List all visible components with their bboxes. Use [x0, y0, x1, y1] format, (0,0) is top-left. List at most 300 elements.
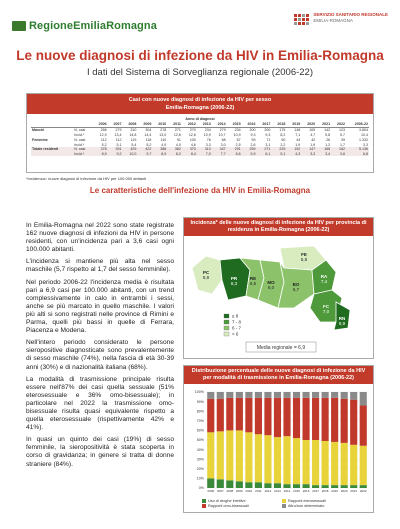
- table-cell: 234: [204, 128, 211, 133]
- x-tick-label: 2017: [312, 489, 319, 493]
- bar-segment: [283, 436, 290, 484]
- table-cell: 1.332: [359, 137, 368, 142]
- table-cell: 5,2: [146, 142, 152, 147]
- province-value-label: 8,9: [338, 321, 346, 326]
- table-kind-cell: N. casi: [73, 147, 92, 152]
- table-cell: 200: [249, 128, 256, 133]
- province-code-label: PR: [230, 276, 238, 281]
- table-cell: 10,9: [203, 132, 211, 137]
- y-tick-label: 0%: [198, 486, 204, 491]
- table-cell: 8,2: [280, 132, 286, 137]
- ssr-line2: EMILIA-ROMAGNA: [313, 18, 353, 23]
- section-title: Le caratteristiche dell'infezione da HIV in Emilia-Romagna: [89, 186, 311, 195]
- bar-segment: [226, 480, 233, 488]
- table-cell: 100: [189, 137, 196, 142]
- table-row: [31, 152, 369, 157]
- paragraph: Nell'intero periodo considerato le persone sieropositive diagnosticate sono prevalentemente di sesso maschile (74%), nella fascia di età 30-39 anni (30%) e di nazionalità italiana (68%).: [26, 339, 174, 371]
- bar-segment: [283, 398, 290, 436]
- bars-heading: Distribuzione percentuale delle nuove diagnosi di infezione da HIV per modalità di trasmissione in Emilia-Romagna (2006-22): [184, 366, 373, 384]
- table-cell: 91: [176, 137, 181, 142]
- cases-table: [31, 122, 369, 156]
- table-heading-line1: Casi con nuove diagnosi di infezione da HIV per sesso: [128, 97, 272, 103]
- table-year-cell: 2022: [331, 122, 346, 127]
- table-cell: 10,4: [361, 132, 368, 137]
- table-cell: 362: [167, 147, 182, 152]
- table-cell: 3,4: [316, 152, 331, 157]
- table-cell: 12,6: [188, 132, 196, 137]
- media-text: Media regionale = 6,9: [256, 345, 306, 351]
- table-cell: 119: [130, 137, 137, 142]
- table-cell: 14,4: [144, 132, 152, 137]
- table-year-cell: 2010: [152, 122, 167, 127]
- y-tick-label: 10%: [196, 476, 204, 481]
- x-tick-label: 2019: [331, 489, 338, 493]
- bar-segment: [217, 392, 224, 399]
- ssr-text: [313, 12, 388, 24]
- table-cell: 1,2: [325, 142, 331, 147]
- ssr-line1: SERVIZIO SANITARIO REGIONALE: [313, 12, 388, 17]
- table-cell: 4,6: [190, 142, 196, 147]
- table-cell: 7,0: [197, 152, 212, 157]
- table-cell: 39: [341, 137, 346, 142]
- x-tick-label: 2015: [293, 489, 300, 493]
- legend-swatch: [224, 320, 229, 324]
- province-value-label: 6,5: [249, 281, 257, 286]
- province-value-label: 6,0: [267, 285, 275, 290]
- x-tick-label: 2021: [350, 489, 358, 493]
- bar-segment: [293, 398, 300, 438]
- bar-segment: [341, 443, 348, 485]
- table-cell: 259: [242, 147, 257, 152]
- bar-segment: [312, 440, 319, 485]
- bar-segment: [274, 398, 281, 437]
- table-cell: 12,6: [173, 132, 181, 137]
- table-cell: 147: [301, 147, 316, 152]
- legend-label: Rapporti eterosessuali: [288, 499, 326, 503]
- province-value-label: 6,7: [292, 287, 300, 292]
- map-box: [183, 217, 374, 359]
- table-cell: 304: [145, 128, 152, 133]
- y-tick-label: 90%: [196, 399, 204, 404]
- table-cell: 8,4: [182, 152, 197, 157]
- table-cell: 347: [212, 147, 227, 152]
- bar-segment: [331, 392, 338, 398]
- table-year-cell: 2007: [108, 122, 123, 127]
- table-year-cell: 2020: [301, 122, 316, 127]
- legend-label: Rapporti omo-bisessuali: [208, 504, 249, 508]
- table-cell: 5,2: [101, 142, 107, 147]
- bar-segment: [341, 399, 348, 443]
- y-tick-label: 100%: [194, 390, 204, 395]
- bar-segment: [207, 399, 214, 433]
- legend-label: ≥ 8: [232, 313, 239, 319]
- bar-segment: [302, 440, 309, 484]
- table-year-cell: 2018: [271, 122, 286, 127]
- x-tick-label: 2006: [207, 489, 215, 493]
- table-year-cell: 2013: [197, 122, 212, 127]
- table-cell: 422: [137, 147, 152, 152]
- x-tick-label: 2008: [226, 489, 234, 493]
- legend-swatch: [202, 499, 206, 503]
- bar-segment: [245, 392, 252, 398]
- province-code-label: BO: [292, 282, 300, 287]
- x-tick-label: 2022: [359, 489, 367, 493]
- table-cell: 4,0: [175, 142, 181, 147]
- table-cell: 1,9: [310, 142, 316, 147]
- bar-segment: [207, 478, 214, 488]
- paragraph: L'incidenza si mantiene più alta nel sesso maschile (5,7 rispetto al 1,7 del sesso femminile).: [26, 258, 174, 274]
- y-tick-label: 20%: [196, 467, 204, 471]
- bar-segment: [226, 430, 233, 480]
- province-code-label: PC: [202, 270, 210, 275]
- table-cell: 5,1: [116, 142, 122, 147]
- bar-segment: [283, 392, 290, 398]
- table-cell: 271: [257, 147, 272, 152]
- header: [12, 10, 388, 40]
- bar-segment: [264, 398, 271, 435]
- y-tick-label: 50%: [196, 438, 204, 443]
- legend-label: 7 - 8: [232, 319, 242, 325]
- page-subtitle: I dati del Sistema di Sorveglianza regionale (2006-22): [86, 67, 314, 78]
- province-code-label: FC: [323, 304, 329, 309]
- legend-label: Uso di droghe iniettive: [208, 499, 246, 503]
- table-year-cell: 2019: [286, 122, 301, 127]
- legend-label: Altro/non determinato: [288, 504, 325, 508]
- transmission-chart: [184, 386, 373, 496]
- table-cell: 110: [160, 137, 167, 142]
- table-cell: 12,9: [99, 132, 107, 137]
- x-tick-label: 2011: [255, 489, 262, 493]
- table-cell: 6,6: [227, 152, 242, 157]
- bars-box: [183, 365, 374, 513]
- table-cell: 278: [160, 128, 167, 133]
- bar-segment: [350, 445, 357, 485]
- bar-segment: [245, 432, 252, 482]
- bar-segment: [350, 392, 357, 400]
- table-cell: 142: [324, 128, 331, 133]
- y-tick-label: 30%: [196, 457, 204, 462]
- years-label: Anno di diagnosi: [185, 117, 215, 121]
- table-cell: 310: [130, 128, 137, 133]
- x-tick-label: 2010: [245, 489, 253, 493]
- table-cell: 8,9: [93, 152, 108, 157]
- table-cell: 310: [197, 147, 212, 152]
- table-cell: 14,8: [129, 132, 137, 137]
- table-cell: 279: [219, 128, 226, 133]
- table-cell: 266: [100, 128, 107, 133]
- ssr-logo[interactable]: [294, 12, 388, 25]
- table-group-cell: Maschi: [32, 128, 45, 133]
- table-note: *Incidenza= nuove diagnosi di infezione da HIV per 100.000 abitanti: [26, 176, 147, 181]
- bar-segment: [293, 438, 300, 484]
- bar-segment: [217, 399, 224, 432]
- table-cell: 68: [221, 137, 226, 142]
- bar-segment: [302, 398, 309, 440]
- province-code-label: RA: [320, 274, 328, 279]
- table-cell: 7,1: [295, 132, 301, 137]
- bar-segment: [236, 398, 243, 431]
- y-tick-label: 40%: [196, 447, 204, 452]
- table-cell: 6,8: [346, 152, 369, 157]
- bar-segment: [245, 398, 252, 433]
- table-cell: 59: [251, 137, 256, 142]
- province-value-label: 5,8: [300, 257, 308, 262]
- bar-segment: [331, 442, 338, 485]
- legend-swatch: [224, 332, 229, 336]
- table-cell: 112: [115, 137, 122, 142]
- table-cell: 271: [174, 128, 181, 133]
- bar-segment: [331, 485, 338, 488]
- table-group-cell: Totale residenti: [31, 147, 73, 152]
- table-cell: 162: [331, 147, 346, 152]
- table-cell: 3.804: [359, 128, 368, 133]
- table-cell: 10,9: [233, 132, 241, 137]
- legend-item: [202, 499, 282, 503]
- table-cell: 6,1: [257, 152, 272, 157]
- table-cell: 13,4: [114, 132, 122, 137]
- table-cell: 2,6: [250, 142, 256, 147]
- table-cell: 57: [236, 137, 241, 142]
- bar-segment: [264, 392, 271, 398]
- x-tick-label: 2018: [321, 489, 329, 493]
- table-year-cell: 2006: [93, 122, 108, 127]
- legend-label: 6 - 7: [232, 325, 242, 331]
- bar-segment: [360, 485, 367, 488]
- legend-swatch: [224, 314, 229, 318]
- table-cell: 192: [286, 147, 301, 152]
- table-kind-cell: Incid.*: [74, 142, 85, 147]
- table-cell: 5,9: [242, 152, 257, 157]
- legend-swatch: [202, 504, 206, 508]
- body-text: [26, 222, 174, 473]
- bar-segment: [226, 398, 233, 431]
- cases-table-box: [26, 93, 374, 173]
- bar-segment: [312, 485, 319, 488]
- table-cell: 3,6: [331, 152, 346, 157]
- table-cell: 8,2: [167, 152, 182, 157]
- province-value-label: 7,4: [320, 279, 328, 284]
- bar-segment: [341, 485, 348, 488]
- table-cell: 168: [316, 147, 331, 152]
- bar-segment: [293, 484, 300, 488]
- x-tick-label: 2009: [236, 489, 243, 493]
- bar-segment: [264, 435, 271, 483]
- table-cell: 8,9: [152, 152, 167, 157]
- table-year-cell: 2006-22: [346, 122, 369, 127]
- regione-logo-icon: [12, 21, 26, 31]
- table-cell: 5,7: [340, 132, 346, 137]
- ssr-grid-icon: [294, 14, 309, 25]
- table-cell: 200: [264, 128, 271, 133]
- bar-segment: [322, 485, 329, 488]
- legend-item: [202, 504, 282, 508]
- legend-swatch: [282, 499, 286, 503]
- table-cell: 7,7: [212, 152, 227, 157]
- province-value-label: 5,9: [202, 275, 210, 280]
- paragraph: In quasi un quinto dei casi (19%) di sesso femminile, la sieropositività è stata scoperta in corso di gravidanza; in genere si tratta di donne straniere (84%).: [26, 436, 174, 468]
- bar-segment: [322, 398, 329, 441]
- table-cell: 9,3: [265, 132, 271, 137]
- x-tick-label: 2020: [340, 489, 348, 493]
- bar-segment: [236, 430, 243, 481]
- table-cell: 378: [93, 147, 108, 152]
- table-cell: 370: [182, 147, 197, 152]
- table-cell: 279: [115, 128, 122, 133]
- x-tick-label: 2007: [216, 489, 224, 493]
- bar-segment: [226, 392, 233, 398]
- bar-segment: [350, 485, 357, 488]
- table-year-cell: 2012: [182, 122, 197, 127]
- bar-segment: [360, 405, 367, 445]
- table-kind-cell: N. casi: [74, 137, 86, 142]
- table-cell: 10,0: [123, 152, 138, 157]
- bar-segment: [207, 392, 214, 399]
- table-cell: 4,7: [310, 132, 316, 137]
- paragraph: Nel periodo 2006-22 l'incidenza media è risultata pari a 6,9 casi per 100.000 abitanti, con un trend complessivamente in calo in entrambi i sessi, anche se più marcato in quello maschile. I valori più alti si sono registrati nelle province di Rimini e Parma, quelli più bassi in quelle di Ferrara, Piacenza e Modena.: [26, 278, 174, 335]
- province-code-label: RE: [249, 276, 257, 281]
- y-tick-label: 70%: [196, 419, 204, 423]
- table-body: [27, 114, 373, 159]
- table-cell: 1,7: [340, 142, 346, 147]
- bar-segment: [255, 434, 262, 482]
- table-group-cell: [31, 152, 73, 157]
- bar-segment: [274, 392, 281, 398]
- table-cell: 175: [279, 128, 286, 133]
- bar-segment: [302, 484, 309, 488]
- table-cell: 1,9: [295, 142, 301, 147]
- bar-segment: [236, 392, 243, 398]
- table-year-cell: 2011: [167, 122, 182, 127]
- table-cell: 123: [339, 128, 346, 133]
- table-cell: 3,0: [220, 142, 226, 147]
- table-heading-line2: Emilia-Romagna (2006-22): [165, 105, 235, 111]
- bar-segment: [274, 437, 281, 483]
- table-cell: 76: [206, 137, 211, 142]
- table-cell: 234: [234, 128, 241, 133]
- table-cell: 71: [266, 137, 271, 142]
- table-kind-cell: Incid.*: [74, 132, 85, 137]
- legend-label: < 6: [232, 331, 239, 337]
- table-year-cell: 2015: [227, 122, 242, 127]
- bar-segment: [312, 392, 319, 398]
- bar-segment: [360, 446, 367, 485]
- table-cell: 148: [294, 128, 301, 133]
- bar-segment: [264, 483, 271, 488]
- table-cell: 388: [152, 147, 167, 152]
- province-code-label: FE: [301, 252, 307, 257]
- table-cell: 10,7: [218, 132, 226, 137]
- bar-segment: [302, 392, 309, 398]
- bar-segment: [255, 392, 262, 398]
- table-cell: 4,9: [161, 142, 167, 147]
- table-cell: 9,2: [108, 152, 123, 157]
- bar-segment: [274, 483, 281, 488]
- x-tick-label: 2016: [302, 489, 310, 493]
- bar-segment: [331, 398, 338, 442]
- paragraph: La modalità di trasmissione principale risulta essere nell'87% dei casi quella sessuale (51% eterosessuale e 36% omo-bisessuale); in particolare nel 2022 la trasmissione omo-bisessuale risulta quasi equivalente rispetto a quella eterosessuale (rispettivamente 42% e 41%).: [26, 375, 174, 432]
- map-legend: [224, 314, 242, 337]
- table-kind-cell: N. casi: [74, 128, 86, 133]
- regione-logo[interactable]: [12, 20, 157, 32]
- table-cell: 391: [108, 147, 123, 152]
- legend-swatch: [224, 326, 229, 330]
- bar-segment: [217, 479, 224, 488]
- map-heading: Incidenza* delle nuove diagnosi di infezione da HIV per provincia di residenza in Emilia-Romagna (2006-22): [184, 218, 373, 236]
- table-cell: 5,4: [131, 142, 137, 147]
- bar-segment: [236, 481, 243, 488]
- province-value-label: 7,0: [322, 309, 330, 314]
- table-cell: 50: [281, 137, 286, 142]
- y-tick-label: 60%: [196, 428, 204, 433]
- legend-item: [282, 499, 362, 503]
- table-heading: [27, 94, 373, 114]
- table-cell: 13,0: [159, 132, 167, 137]
- bar-segment: [312, 398, 319, 440]
- bar-segment: [255, 482, 262, 488]
- table-cell: 5,1: [271, 152, 286, 157]
- table-year-cell: 2016: [242, 122, 257, 127]
- table-cell: 4,3: [286, 152, 301, 157]
- table-cell: 429: [123, 147, 138, 152]
- page-title: Le nuove diagnosi di infezione da HIV in Emilia-Romagna: [16, 48, 384, 63]
- table-cell: 3,3: [205, 142, 211, 147]
- table-year-cell: 2021: [316, 122, 331, 127]
- y-tick-label: 80%: [196, 409, 204, 414]
- legend-item: [282, 504, 362, 508]
- table-cell: 291: [227, 147, 242, 152]
- table-year-cell: 2017: [257, 122, 272, 127]
- bar-segment: [245, 482, 252, 488]
- table-cell: 3,1: [265, 142, 271, 147]
- bar-segment: [341, 392, 348, 399]
- logo-text: RegioneEmiliaRomagna: [29, 20, 157, 32]
- table-cell: 2,2: [280, 142, 286, 147]
- bar-segment: [293, 392, 300, 398]
- paragraph: In Emilia-Romagna nel 2022 sono state registrate 162 nuove diagnosi di infezioni da HIV in persone residenti, con un'incidenza pari a 3,6 casi ogni 100.000 abitanti.: [26, 222, 174, 254]
- table-cell: 3,3: [363, 142, 368, 147]
- province-code-label: MO: [267, 280, 275, 285]
- bars-legend: [202, 499, 362, 508]
- legend-swatch: [282, 504, 286, 508]
- bar-segment: [255, 398, 262, 434]
- table-cell: 105: [309, 128, 316, 133]
- bar-segment: [360, 392, 367, 405]
- bar-segment: [322, 441, 329, 485]
- table-cell: 5.136: [346, 147, 369, 152]
- bar-segment: [217, 431, 224, 479]
- table-group-cell: Femmine: [32, 137, 48, 142]
- province-value-label: 8,3: [230, 281, 238, 286]
- bar-segment: [322, 392, 329, 398]
- bar-segment: [207, 432, 214, 478]
- table-cell: 112: [100, 137, 107, 142]
- table-cell: 3,3: [301, 152, 316, 157]
- table-cell: 42: [311, 137, 316, 142]
- table-year-cell: 2008: [123, 122, 138, 127]
- x-tick-label: 2013: [274, 489, 281, 493]
- table-cell: 5,8: [325, 132, 331, 137]
- bar-segment: [350, 400, 357, 445]
- table-cell: 9,3: [250, 132, 256, 137]
- bar-segment: [283, 484, 290, 488]
- table-year-cell: 2014: [212, 122, 227, 127]
- province-map: [184, 238, 373, 358]
- table-cell: 26: [326, 137, 331, 142]
- table-cell: 2,5: [235, 142, 241, 147]
- x-tick-label: 2012: [264, 489, 272, 493]
- table-kind-cell: Incid.*: [73, 152, 92, 157]
- table-cell: 118: [145, 137, 152, 142]
